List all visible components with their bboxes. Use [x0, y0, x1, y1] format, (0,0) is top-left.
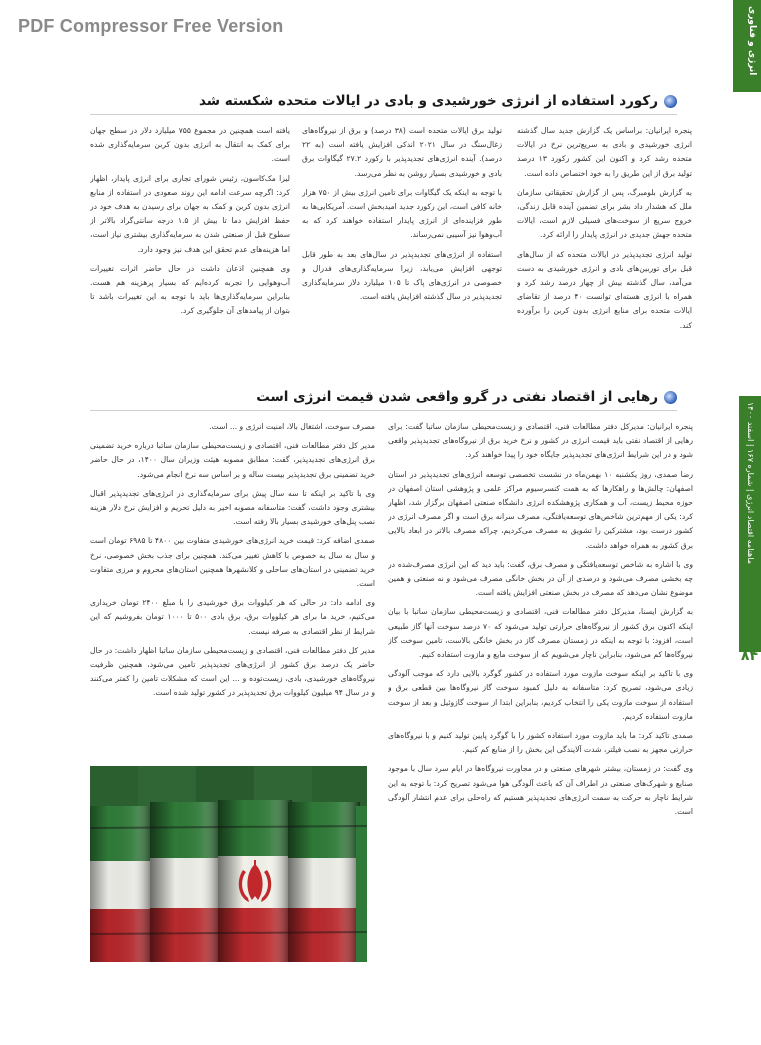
paragraph: تولید انرژی تجدیدپذیر در ایالات متحده که از سال‌های قبل برای توربین‌های بادی و انرژی خورشیدی به دست می‌آمد، سال گذشته بیش از چهار درصد رشد کرد و همراه با انرژی هسته‌ای توانست ۴۰ درصد از تقاضای ایالات متحده برای منابع انرژی بدون کربن را برآورده کند.	[517, 249, 692, 330]
article1-title: رکورد استفاده از انرژی خورشیدی و بادی در ایالات متحده شکسته شد	[198, 93, 658, 109]
paragraph: صمدی تاکید کرد: ما باید مازوت مورد استفاده کشور را با گوگرد پایین تولید کنیم و با نیروگاه‌های حرارتی مجهز به نصب فیلتر، شدت آلایندگی این بخش را از منابع کم کنیم.	[388, 731, 693, 755]
bullet-icon	[664, 391, 677, 404]
paragraph: پنجره ایرانیان: براساس یک گزارش جدید سال گذشته انرژی خورشیدی و بادی به سریع‌ترین نرخ در ایالات متحده رشد کرد و اکنون این کشور رکورد ۱۳ درصد تولید برق از این طریق را به خود اختصاص داده است.	[517, 126, 692, 178]
article1-column-left	[90, 124, 290, 374]
bullet-icon	[664, 95, 677, 108]
article1-column-middle	[302, 124, 502, 374]
watermark-text: PDF Compressor Free Version	[18, 16, 284, 36]
paragraph: وی ادامه داد: در حالی که هر کیلووات برق خورشیدی را با مبلغ ۲۴۰۰ تومان خریداری می‌کنیم، خرید ما برای هر کیلووات برق، برق بادی ۵۰۰ تا ۱۰۰۰ تومان بفروشیم که این شرایط از نظر اقتصادی به صرفه نیست.	[90, 598, 375, 636]
paragraph: یافته است همچنین در مجموع ۷۵۵ میلیارد دلار در سطح جهان برای کمک به انتقال به انرژی بدون کربن سرمایه‌گذاری شده است.	[90, 126, 290, 164]
paragraph: مدیر کل دفتر مطالعات فنی، اقتصادی و زیست‌محیطی سازمان ساتبا اظهار داشت: در حال حاضر یک درصد برق کشور از انرژی‌های تجدیدپذیر تامین می‌شود، همچنین ظرفیت نیروگاه‌های خورشیدی، بادی، زیست‌توده و ... این است که مشکلات تامین را کمتر می‌کنند و در سال ۹۴ میلیون کیلووات برق تجدیدپذیر در کشور تولید شده است.	[90, 645, 375, 698]
paragraph: مصرف سوخت، اشتغال بالا، امنیت انرژی و ... است.	[209, 422, 375, 431]
article1-title-row	[57, 93, 677, 109]
paragraph: پنجره ایرانیان: مدیرکل دفتر مطالعات فنی، اقتصادی و زیست‌محیطی سازمان ساتبا گفت: برای رهایی از اقتصاد نفتی باید قیمت انرژی در کشور و نرخ خرید برق از نیروگاه‌های تجدیدپذیر واقعی شود و در این شرایط انرژی‌های تجدیدپذیر جایگاه خود را پیدا خواهند کرد.	[388, 422, 693, 460]
paragraph: استفاده از انرژی‌های تجدیدپذیر در سال‌های بعد به طور قابل توجهی افزایش می‌یابد، زیرا سرمایه‌گذاری‌های فدرال و خصوصی در انرژی‌های پاک تا ۱۰۵ میلیارد دلار سرمایه‌گذاری تجدیدپذیر در سال گذشته افزایش یافته است.	[302, 249, 502, 302]
paragraph: صمدی اضافه کرد: قیمت خرید انرژی‌های خورشیدی متفاوت بین ۴۸۰۰ تا ۶۹۸۵ تومان است و سال به سال به خصوص با کاهش تغییر می‌کند. همچنین برای جذب بخش خصوصی، نرخ خرید تضمینی در استان‌های ساحلی و کلانشهرها همچنین استان‌های محروم و مرزی متفاوت است.	[90, 536, 375, 589]
paragraph: به گزارش بلومبرگ، پس از گزارش تحقیقاتی سازمان ملل که هشدار داد بشر برای تضمین آینده قابل زندگی، خروج سریع از سوخت‌های فسیلی لازم است، ایالات متحده جهش جدیدی در انرژی پایدار را ارائه کرد.	[517, 187, 692, 240]
section-tab-label: انرژی و فناوری	[747, 6, 757, 76]
paragraph: رضا صمدی، روز یکشنبه ۱۰ بهمن‌ماه در نشست تخصصی توسعه انرژی‌های تجدیدپذیر در استان اصفهان: چالش‌ها و راهکارها که به همت کنسرسیوم مراکز علمی و پژوهشی استان اصفهان در حوزه محیط زیست، آب و همکاری پژوهشکده انرژی دانشگاه صنعتی اصفهان برگزار شد، اظهار کرد: یکی از مهم‌ترین شاخص‌های توسعه‌یافتگی، مصرف سرانه برق است و اگر مصرف انرژی در کشور درست بود، مشترکین را تشویق به مصرف می‌کردیم، چراکه مصرف بالاتر در ابعاد بالایی برق کشور به همراه خواهد داشت.	[388, 469, 693, 550]
article2-column-right	[388, 420, 693, 1028]
page-number: ۸۴	[740, 648, 758, 664]
article2-column-left	[90, 420, 375, 756]
paragraph: تولید برق ایالات متحده است (۳۸ درصد) و برق از نیروگاه‌های زغال‌سنگ در سال ۲۰۲۱ اندکی افزایش یافته است (به ۲۲ درصد). آینده انرژی‌های تجدیدپذیر با رکورد ۲۷.۲ گیگاوات برق بادی و خورشیدی بسیار روشن به نظر می‌رسد.	[302, 126, 502, 178]
paragraph: مدیر کل دفتر مطالعات فنی، اقتصادی و زیست‌محیطی سازمان ساتبا درباره خرید تضمینی برق انرژی‌های تجدیدپذیر، گفت: مطابق مصوبه هیئت وزیران سال ۱۴۰۰، در حال حاضر خرید تضمینی برق تجدیدپذیر بیست ساله و بر اساس سه نرخ انجام می‌شود.	[90, 441, 375, 479]
divider	[90, 114, 677, 115]
article2-title: رهایی از اقتصاد نفتی در گرو واقعی شدن قیمت انرژی است	[256, 389, 658, 405]
article2-title-row	[57, 389, 677, 405]
divider	[90, 410, 677, 411]
article1-column-right	[517, 124, 692, 374]
paragraph: با توجه به اینکه یک گیگاوات برای تامین انرژی بیش از ۷۵۰ هزار خانه کافی است، این رکورد جدید امیدبخش است. آمریکایی‌ها به طور فزاینده‌ای از انرژی پایدار استفاده خواهند کرد که به آب‌وهوا نیز آسیبی نمی‌رساند.	[302, 187, 502, 240]
paragraph: وی با تاکید بر اینکه تا سه سال پیش برای سرمایه‌گذاری در انرژی‌های تجدیدپذیر اقبال بیشتری وجود داشت، گفت: متاسفانه مصوبه اخیر به دلیل تحریم و افزایش نرخ دلار هزینه نصب پنل‌های خورشیدی بسیار بالا رفته است.	[90, 488, 375, 527]
paragraph: وی گفت: در زمستان، بیشتر شهرهای صنعتی و در مجاورت نیروگاه‌ها در ایام سرد سال با موجود صنایع و شهرک‌های صنعتی در اطراف آن که باعث آلودگی هوا می‌شود تصریح کرد: با توجه به این شرایط ناچار به حرکت به سمت انرژی‌های تجدیدپذیر هستیم که راه‌حلی برای عدم انتشار آلودگی است.	[388, 764, 693, 817]
paragraph: وی با اشاره به شاخص توسعه‌یافتگی و مصرف برق، گفت: باید دید که این انرژی مصرف‌شده در چه بخشی مصرف می‌شود و درصدی از آن در بخش خانگی مصرف می‌شود و نه صنعتی و همین موضوع نشان می‌دهد که مصرف در بخش صنعتی افزایش یافته است.	[388, 559, 693, 598]
paragraph: لیزا مک‌کاسون، رئیس شورای تجاری برای انرژی پایدار، اظهار کرد: اگرچه سرعت ادامه این روند صعودی در استفاده از منابع انرژی بدون کربن و کمک به جهان برای رسیدن به هدف خود در حفظ افزایش دما تا بیش از ۱.۵ درجه سانتی‌گراد بالاتر از سطوح قبل از صنعتی شدن به سرمایه‌گذاری بیشتری نیاز است، اما هزینه‌های عدم تحقق این هدف نیز وجود دارد.	[90, 173, 290, 254]
paragraph: وی با تاکید بر اینکه سوخت مازوت مورد استفاده در کشور گوگرد بالایی دارد که موجب آلودگی زیادی می‌شود، تصریح کرد: متاسفانه به دلیل کمبود سوخت گاز نیروگاه‌ها بین قطعی برق و استفاده از سوخت مازوت یکی را انتخاب کردیم، بنابراین ابتدا از سوخت گازوئیل و بعد از سوخت مازوت استفاده کردیم.	[388, 669, 693, 721]
oil-barrels-photo	[90, 766, 367, 962]
paragraph: به گزارش ایسنا، مدیرکل دفتر مطالعات فنی، اقتصادی و زیست‌محیطی سازمان ساتبا با بیان اینکه اکنون برق کشور از نیروگاه‌های حرارتی تولید می‌شود که ۷۰ درصد سوخت آنها گاز طبیعی است، افزود: با توجه به اینکه در زمستان مصرف گاز در بخش خانگی بالاست، تامین سوخت گاز نیروگاه‌ها کم می‌شود، بنابراین ناچار می‌شویم که از سوخت مایع و مازوت استفاده کنیم.	[388, 607, 693, 660]
paragraph: وی همچنین اذعان داشت در حال حاضر اثرات تغییرات آب‌وهوایی را تجربه کرده‌ایم که بسیار پرهزینه هم هست. بنابراین سرمایه‌گذاری‌ها باید با توجه به این تغییرات باشد تا بتوان از پیامدهای آن جلوگیری کرد.	[90, 263, 290, 316]
side-strip-label: ماهنامه اقتصاد انرژی | شماره ۱۶۷ | اسفند ۱۴۰۰	[746, 402, 755, 564]
